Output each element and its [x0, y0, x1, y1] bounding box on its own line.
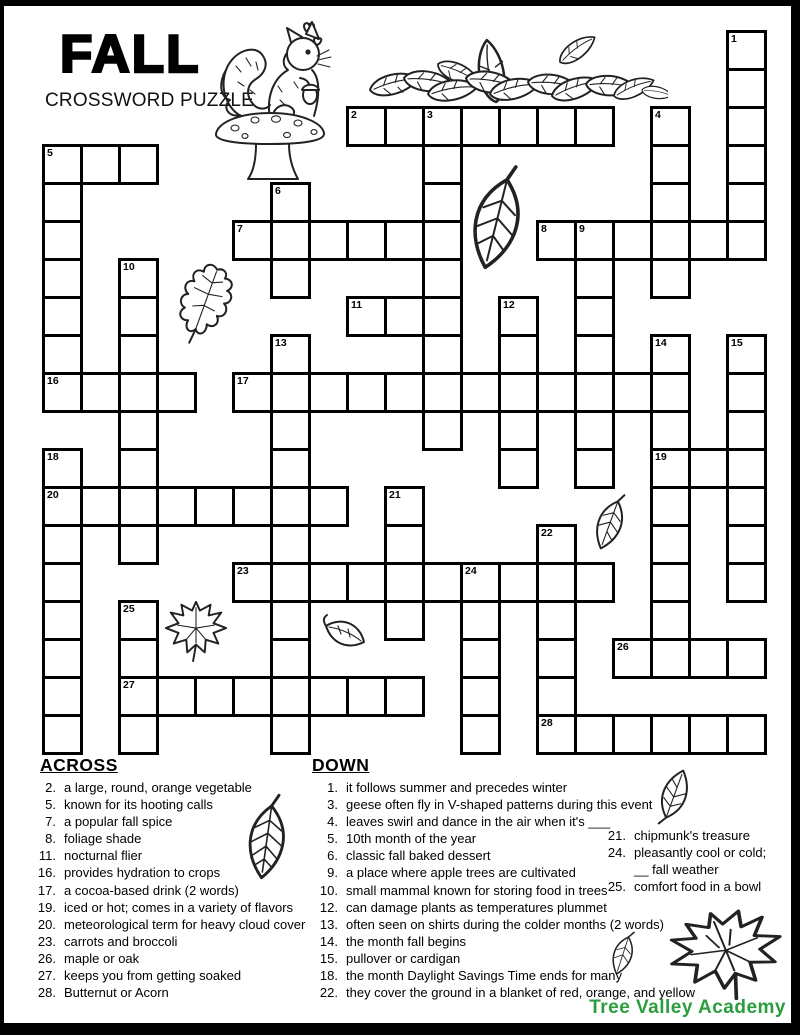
- clue-text: the month fall begins: [346, 933, 466, 949]
- page-border-left: [0, 0, 4, 1035]
- leaf-pile-illustration: [368, 36, 668, 114]
- grid-cell-r11c12[interactable]: [498, 448, 539, 489]
- grid-cell-number: 7: [237, 223, 243, 235]
- page-border-bottom: [0, 1023, 800, 1035]
- grid-cell-number: 26: [617, 641, 629, 653]
- grid-cell-r12c16[interactable]: [650, 486, 691, 527]
- grid-cell-number: 27: [123, 679, 135, 691]
- grid-cell-r7c9[interactable]: [384, 296, 425, 337]
- grid-cell-r18c6[interactable]: [270, 714, 311, 755]
- grid-cell-r5c15[interactable]: [612, 220, 653, 261]
- grid-cell-r18c15[interactable]: [612, 714, 653, 755]
- clue-item: [30, 796, 310, 813]
- clue-item: [30, 882, 310, 899]
- grid-cell-r15c9[interactable]: [384, 600, 425, 641]
- grid-cell-r17c11[interactable]: [460, 676, 501, 717]
- grid-cell-r11c14[interactable]: [574, 448, 615, 489]
- grid-cell-r7c10[interactable]: [422, 296, 463, 337]
- clue-item: [310, 967, 710, 984]
- grid-cell-r14c10[interactable]: [422, 562, 463, 603]
- grid-cell-r4c0[interactable]: [42, 182, 83, 223]
- grid-cell-r9c18[interactable]: [726, 372, 767, 413]
- grid-cell-r16c11[interactable]: [460, 638, 501, 679]
- grid-cell-r7c12[interactable]: [498, 296, 539, 337]
- grid-cell-number: 20: [47, 489, 59, 501]
- grid-cell-r14c0[interactable]: [42, 562, 83, 603]
- grid-cell-r16c6[interactable]: [270, 638, 311, 679]
- grid-cell-number: 21: [389, 489, 401, 501]
- small-birch-leaf-icon: [586, 492, 634, 554]
- grid-cell-number: 2: [351, 109, 357, 121]
- grid-cell-r9c14[interactable]: [574, 372, 615, 413]
- oak-leaf-icon: [174, 254, 238, 358]
- grid-cell-r12c1[interactable]: [80, 486, 121, 527]
- grid-cell-r8c18[interactable]: [726, 334, 767, 375]
- grid-cell-r17c4[interactable]: [194, 676, 235, 717]
- clue-text: it follows summer and precedes winter: [346, 780, 568, 795]
- grid-cell-r8c14[interactable]: [574, 334, 615, 375]
- grid-cell-r14c9[interactable]: [384, 562, 425, 603]
- clue-text: known for its hooting calls: [64, 797, 213, 813]
- grid-cell-r3c18[interactable]: [726, 144, 767, 185]
- grid-cell-r12c6[interactable]: [270, 486, 311, 527]
- grid-cell-r11c18[interactable]: [726, 448, 767, 489]
- grid-cell-r18c11[interactable]: [460, 714, 501, 755]
- clue-item: [30, 779, 310, 796]
- grid-cell-r17c3[interactable]: [156, 676, 197, 717]
- grid-cell-r14c7[interactable]: [308, 562, 349, 603]
- clue-item: [30, 984, 310, 1001]
- grid-cell-r10c10[interactable]: [422, 410, 463, 451]
- grid-cell-r13c13[interactable]: [536, 524, 577, 565]
- grid-cell-number: 17: [237, 375, 249, 387]
- grid-cell-r10c6[interactable]: [270, 410, 311, 451]
- grid-cell-r17c13[interactable]: [536, 676, 577, 717]
- clue-text: pullover or cardigan: [346, 950, 461, 966]
- grid-cell-r16c15[interactable]: [612, 638, 653, 679]
- grid-cell-r11c16[interactable]: [650, 448, 691, 489]
- grid-cell-r14c5[interactable]: [232, 562, 273, 603]
- grid-cell-r6c6[interactable]: [270, 258, 311, 299]
- clue-number: 28.: [37, 985, 56, 1001]
- page-border-right: [791, 0, 800, 1035]
- grid-cell-r7c0[interactable]: [42, 296, 83, 337]
- grid-cell-r16c16[interactable]: [650, 638, 691, 679]
- page-subtitle: CROSSWORD PUZZLE: [45, 90, 255, 111]
- down-clue-list-continued: [596, 827, 776, 895]
- clue-item: [30, 813, 310, 830]
- grid-cell-number: 16: [47, 375, 59, 387]
- grid-cell-r17c7[interactable]: [308, 676, 349, 717]
- grid-cell-r12c2[interactable]: [118, 486, 159, 527]
- grid-cell-number: 9: [579, 223, 585, 235]
- clue-number: 5.: [327, 831, 338, 847]
- clue-text: meteorological term for heavy cloud cover: [64, 916, 306, 932]
- grid-cell-r5c13[interactable]: [536, 220, 577, 261]
- across-clue-list: [30, 779, 310, 1001]
- clue-text: keeps you from getting soaked: [64, 968, 242, 984]
- grid-cell-r14c12[interactable]: [498, 562, 539, 603]
- grid-cell-number: 11: [351, 299, 363, 311]
- clue-text: classic fall baked dessert: [346, 848, 491, 864]
- grid-cell-r17c2[interactable]: [118, 676, 159, 717]
- grid-cell-r9c3[interactable]: [156, 372, 197, 413]
- clue-text: iced or hot; comes in a variety of flavors: [64, 899, 294, 915]
- clue-text: they cover the ground in a blanket of red, orange, and yellow: [346, 985, 696, 1001]
- clue-number: 17.: [37, 882, 56, 898]
- grid-cell-r15c6[interactable]: [270, 600, 311, 641]
- grid-cell-r5c8[interactable]: [346, 220, 387, 261]
- grid-cell-r5c7[interactable]: [308, 220, 349, 261]
- grid-cell-r9c0[interactable]: [42, 372, 83, 413]
- grid-cell-r2c11[interactable]: [460, 106, 501, 147]
- clue-text: Butternut or Acorn: [64, 985, 169, 1001]
- grid-cell-number: 5: [47, 147, 53, 159]
- grid-cell-r8c12[interactable]: [498, 334, 539, 375]
- grid-cell-r9c15[interactable]: [612, 372, 653, 413]
- grid-cell-r16c2[interactable]: [118, 638, 159, 679]
- grid-cell-r3c2[interactable]: [118, 144, 159, 185]
- grid-cell-r13c18[interactable]: [726, 524, 767, 565]
- clue-number: 8.: [45, 831, 56, 847]
- grid-cell-r14c13[interactable]: [536, 562, 577, 603]
- grid-cell-number: 6: [275, 185, 281, 197]
- grid-cell-r6c14[interactable]: [574, 258, 615, 299]
- grid-cell-r6c16[interactable]: [650, 258, 691, 299]
- clue-item: [30, 916, 310, 933]
- clue-item: [596, 878, 776, 895]
- grid-cell-r12c18[interactable]: [726, 486, 767, 527]
- grid-cell-r12c9[interactable]: [384, 486, 425, 527]
- clue-text: small mammal known for storing food in trees: [346, 882, 608, 898]
- grid-cell-r14c16[interactable]: [650, 562, 691, 603]
- grid-cell-number: 23: [237, 565, 249, 577]
- grid-cell-r9c1[interactable]: [80, 372, 121, 413]
- grid-cell-r4c10[interactable]: [422, 182, 463, 223]
- clue-item: [310, 933, 710, 950]
- grid-cell-r9c5[interactable]: [232, 372, 273, 413]
- clue-number: 12.: [319, 899, 338, 915]
- grid-cell-r18c14[interactable]: [574, 714, 615, 755]
- maple-leaf-icon: [162, 596, 230, 664]
- clue-text: often seen on shirts during the colder months (2 words): [346, 916, 664, 932]
- grid-cell-r18c16[interactable]: [650, 714, 691, 755]
- grid-cell-number: 22: [541, 527, 553, 539]
- clue-number: 13.: [319, 916, 338, 932]
- grid-cell-r8c2[interactable]: [118, 334, 159, 375]
- grid-cell-r5c10[interactable]: [422, 220, 463, 261]
- grid-cell-r5c17[interactable]: [688, 220, 729, 261]
- grid-cell-r10c14[interactable]: [574, 410, 615, 451]
- grid-cell-r9c2[interactable]: [118, 372, 159, 413]
- clue-number: 10.: [319, 882, 338, 898]
- grid-cell-r5c6[interactable]: [270, 220, 311, 261]
- clue-text: chipmunk's treasure: [634, 828, 750, 843]
- grid-cell-r16c13[interactable]: [536, 638, 577, 679]
- clue-number: 26.: [37, 950, 56, 966]
- grid-cell-r8c10[interactable]: [422, 334, 463, 375]
- clue-item: [30, 864, 310, 881]
- grid-cell-r16c17[interactable]: [688, 638, 729, 679]
- clue-number: 15.: [319, 950, 338, 966]
- grid-cell-r4c16[interactable]: [650, 182, 691, 223]
- clue-number: 21.: [607, 828, 626, 843]
- grid-cell-number: 10: [123, 261, 135, 273]
- grid-cell-r6c10[interactable]: [422, 258, 463, 299]
- clue-item: [596, 827, 776, 844]
- grid-cell-r18c18[interactable]: [726, 714, 767, 755]
- grid-cell-number: 8: [541, 223, 547, 235]
- down-header: DOWN: [312, 755, 370, 775]
- grid-cell-r9c13[interactable]: [536, 372, 577, 413]
- clue-number: 1.: [327, 780, 338, 795]
- clue-number: 6.: [327, 848, 338, 864]
- grid-cell-r7c14[interactable]: [574, 296, 615, 337]
- grid-cell-number: 4: [655, 109, 661, 121]
- grid-cell-r3c1[interactable]: [80, 144, 121, 185]
- grid-cell-r13c6[interactable]: [270, 524, 311, 565]
- page-border-top: [0, 0, 800, 6]
- grid-cell-r14c14[interactable]: [574, 562, 615, 603]
- grid-cell-r5c18[interactable]: [726, 220, 767, 261]
- grid-cell-number: 15: [731, 337, 743, 349]
- across-header: ACROSS: [40, 755, 118, 775]
- grid-cell-r8c16[interactable]: [650, 334, 691, 375]
- grid-cell-r13c0[interactable]: [42, 524, 83, 565]
- branding-text: Tree Valley Academy: [589, 997, 786, 1018]
- grid-cell-r10c18[interactable]: [726, 410, 767, 451]
- grid-cell-r1c18[interactable]: [726, 68, 767, 109]
- birch-leaf-icon: [460, 164, 534, 276]
- clue-number: 19.: [37, 899, 56, 915]
- grid-cell-number: 13: [275, 337, 287, 349]
- slim-leaf-icon: [320, 612, 368, 662]
- clue-text: provides hydration to crops: [64, 865, 221, 881]
- clue-item: [30, 967, 310, 984]
- clue-number: 16.: [37, 865, 56, 881]
- grid-cell-r12c7[interactable]: [308, 486, 349, 527]
- clue-number: 25.: [607, 879, 626, 895]
- clue-number: 22.: [319, 985, 338, 1001]
- grid-cell-r15c11[interactable]: [460, 600, 501, 641]
- grid-cell-r18c13[interactable]: [536, 714, 577, 755]
- grid-cell-r17c5[interactable]: [232, 676, 273, 717]
- clue-text: a cocoa-based drink (2 words): [64, 882, 239, 898]
- squirrel-on-mushroom-illustration: [208, 20, 333, 182]
- grid-cell-r9c8[interactable]: [346, 372, 387, 413]
- grid-cell-r11c2[interactable]: [118, 448, 159, 489]
- grid-cell-r9c10[interactable]: [422, 372, 463, 413]
- clue-text: nocturnal flier: [64, 848, 143, 864]
- grid-cell-r9c7[interactable]: [308, 372, 349, 413]
- clue-text: the month Daylight Savings Time ends for many: [346, 968, 623, 984]
- clue-item: [310, 779, 710, 796]
- grid-cell-r2c18[interactable]: [726, 106, 767, 147]
- clue-text: geese often fly in V-shaped patterns during this event: [346, 797, 653, 813]
- grid-cell-r11c6[interactable]: [270, 448, 311, 489]
- grid-cell-r6c0[interactable]: [42, 258, 83, 299]
- grid-cell-r13c9[interactable]: [384, 524, 425, 565]
- clue-text: a popular fall spice: [64, 814, 173, 830]
- grid-cell-number: 14: [655, 337, 667, 349]
- clue-number: 14.: [319, 933, 338, 949]
- grid-cell-r7c8[interactable]: [346, 296, 387, 337]
- grid-cell-r11c17[interactable]: [688, 448, 729, 489]
- clue-number: 24.: [607, 845, 626, 861]
- clue-item: [310, 796, 710, 813]
- clue-item: [310, 950, 710, 967]
- grid-cell-number: 25: [123, 603, 135, 615]
- grid-cell-r0c18[interactable]: [726, 30, 767, 71]
- clue-number: 9.: [327, 865, 338, 881]
- grid-cell-r17c0[interactable]: [42, 676, 83, 717]
- clue-item: [596, 844, 776, 878]
- grid-cell-r5c14[interactable]: [574, 220, 615, 261]
- grid-cell-number: 1: [731, 33, 737, 45]
- clue-number: 11.: [38, 848, 56, 864]
- grid-cell-number: 24: [465, 565, 477, 577]
- grid-cell-r14c11[interactable]: [460, 562, 501, 603]
- clue-text: a large, round, orange vegetable: [64, 780, 252, 795]
- grid-cell-r14c6[interactable]: [270, 562, 311, 603]
- clue-number: 20.: [37, 916, 56, 932]
- grid-cell-r10c2[interactable]: [118, 410, 159, 451]
- grid-cell-r2c9[interactable]: [384, 106, 425, 147]
- grid-cell-r17c8[interactable]: [346, 676, 387, 717]
- clue-text: foliage shade: [64, 831, 142, 847]
- clue-text: maple or oak: [64, 950, 140, 966]
- grid-cell-r2c13[interactable]: [536, 106, 577, 147]
- grid-cell-r3c0[interactable]: [42, 144, 83, 185]
- grid-cell-r9c6[interactable]: [270, 372, 311, 413]
- clue-item: [310, 916, 710, 933]
- clue-number: 4.: [327, 814, 338, 830]
- grid-cell-r4c18[interactable]: [726, 182, 767, 223]
- clue-number: 27.: [37, 968, 56, 984]
- grid-cell-r5c16[interactable]: [650, 220, 691, 261]
- clue-item: [30, 950, 310, 967]
- grid-cell-r3c10[interactable]: [422, 144, 463, 185]
- grid-cell-r18c17[interactable]: [688, 714, 729, 755]
- grid-cell-r5c5[interactable]: [232, 220, 273, 261]
- clue-item: [30, 899, 310, 916]
- grid-cell-r10c16[interactable]: [650, 410, 691, 451]
- grid-cell-r12c5[interactable]: [232, 486, 273, 527]
- grid-cell-r2c8[interactable]: [346, 106, 387, 147]
- grid-cell-r8c6[interactable]: [270, 334, 311, 375]
- grid-cell-r12c0[interactable]: [42, 486, 83, 527]
- grid-cell-r18c0[interactable]: [42, 714, 83, 755]
- clue-text: can damage plants as temperatures plummet: [346, 899, 607, 915]
- grid-cell-r8c0[interactable]: [42, 334, 83, 375]
- grid-cell-r2c14[interactable]: [574, 106, 615, 147]
- page-title: FALL: [60, 25, 201, 84]
- grid-cell-r13c2[interactable]: [118, 524, 159, 565]
- grid-cell-r9c9[interactable]: [384, 372, 425, 413]
- grid-cell-r13c16[interactable]: [650, 524, 691, 565]
- grid-cell-r2c12[interactable]: [498, 106, 539, 147]
- grid-cell-r15c16[interactable]: [650, 600, 691, 641]
- grid-cell-r15c13[interactable]: [536, 600, 577, 641]
- clue-number: 18.: [319, 968, 338, 984]
- grid-cell-number: 28: [541, 717, 553, 729]
- grid-cell-r15c0[interactable]: [42, 600, 83, 641]
- grid-cell-r5c0[interactable]: [42, 220, 83, 261]
- clue-text: pleasantly cool or cold; __ fall weather: [634, 845, 767, 878]
- grid-cell-r10c12[interactable]: [498, 410, 539, 451]
- grid-cell-number: 18: [47, 451, 59, 463]
- grid-cell-r15c2[interactable]: [118, 600, 159, 641]
- grid-cell-number: 19: [655, 451, 667, 463]
- clue-number: 5.: [45, 797, 56, 813]
- clue-text: 10th month of the year: [346, 831, 477, 847]
- clue-item: [30, 933, 310, 950]
- grid-cell-r16c18[interactable]: [726, 638, 767, 679]
- grid-cell-number: 3: [427, 109, 433, 121]
- grid-cell-r3c16[interactable]: [650, 144, 691, 185]
- clue-text: a place where apple trees are cultivated: [346, 865, 576, 881]
- grid-cell-r16c0[interactable]: [42, 638, 83, 679]
- grid-cell-r11c0[interactable]: [42, 448, 83, 489]
- grid-cell-r9c16[interactable]: [650, 372, 691, 413]
- clue-text: leaves swirl and dance in the air when it's ___: [346, 814, 611, 830]
- grid-cell-r18c2[interactable]: [118, 714, 159, 755]
- clue-item: [30, 830, 310, 847]
- grid-cell-r14c18[interactable]: [726, 562, 767, 603]
- clue-item: [30, 847, 310, 864]
- grid-cell-r9c12[interactable]: [498, 372, 539, 413]
- clue-text: carrots and broccoli: [64, 933, 178, 949]
- clue-item: [310, 899, 710, 916]
- grid-cell-r2c10[interactable]: [422, 106, 463, 147]
- clue-number: 23.: [37, 933, 56, 949]
- grid-cell-r14c8[interactable]: [346, 562, 387, 603]
- grid-cell-r6c2[interactable]: [118, 258, 159, 299]
- clue-number: 2.: [45, 780, 56, 795]
- clue-text: comfort food in a bowl: [634, 879, 762, 895]
- grid-cell-r9c11[interactable]: [460, 372, 501, 413]
- clue-item: [310, 984, 710, 1001]
- clue-number: 7.: [45, 814, 56, 830]
- grid-cell-r7c2[interactable]: [118, 296, 159, 337]
- grid-cell-r5c9[interactable]: [384, 220, 425, 261]
- grid-cell-r4c6[interactable]: [270, 182, 311, 223]
- grid-cell-r17c9[interactable]: [384, 676, 425, 717]
- clue-number: 3.: [327, 797, 338, 813]
- grid-cell-r2c16[interactable]: [650, 106, 691, 147]
- grid-cell-r12c3[interactable]: [156, 486, 197, 527]
- grid-cell-r12c4[interactable]: [194, 486, 235, 527]
- grid-cell-number: 12: [503, 299, 515, 311]
- grid-cell-r17c6[interactable]: [270, 676, 311, 717]
